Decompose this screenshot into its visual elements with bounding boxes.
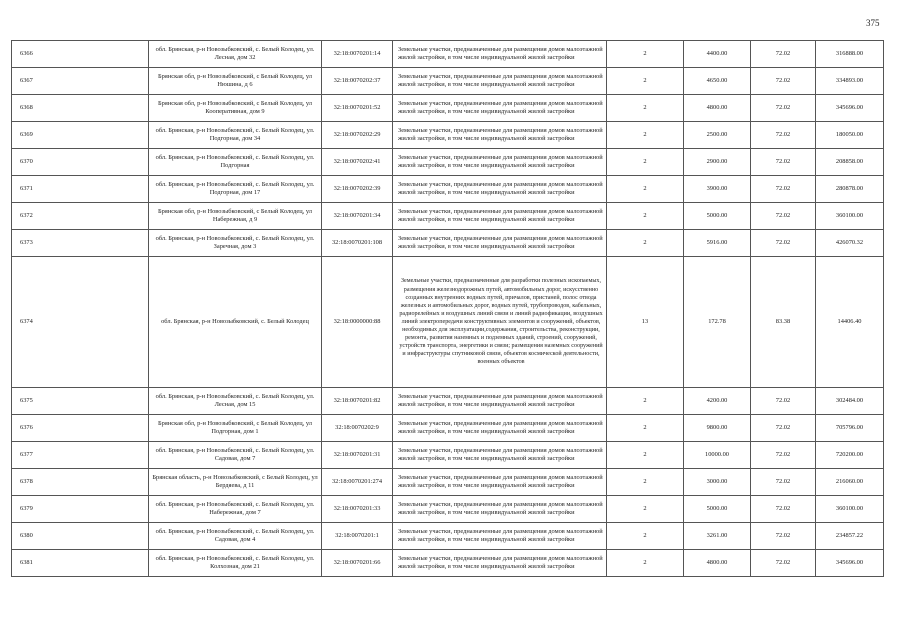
row-number: 6372: [12, 203, 149, 230]
table-row: [12, 469, 884, 496]
land-use-cell: Земельные участки, предназначенные для размещения домов малоэтажной жилой застройки, в том числе индивидуальной жилой застройки: [393, 496, 607, 523]
specific-value-cell: 72.02: [751, 41, 816, 68]
cadastral-value-cell: 14406.40: [816, 257, 884, 388]
specific-value-cell: 72.02: [751, 230, 816, 257]
area-cell: 4650.00: [684, 68, 751, 95]
area-cell: 2900.00: [684, 149, 751, 176]
group-cell: 2: [607, 176, 684, 203]
table-row: [12, 415, 884, 442]
area-cell: 2500.00: [684, 122, 751, 149]
specific-value-cell: 72.02: [751, 149, 816, 176]
cadastral-value-cell: 345696.00: [816, 550, 884, 577]
cadastral-value-cell: 360100.00: [816, 203, 884, 230]
cadastral-number-cell: 32:18:0070201:82: [322, 388, 393, 415]
area-cell: 4400.00: [684, 41, 751, 68]
cadastral-value-cell: 705796.00: [816, 415, 884, 442]
address-cell: обл. Брянская, р-н Новозыбковский, с. Белый Колодец, ул. Лесная, дом 32: [149, 41, 322, 68]
cadastral-value-cell: 426070.32: [816, 230, 884, 257]
address-cell: Брянская область, р-н Новозыбковский, с Белый Колодец, ул Бердяева, д 11: [149, 469, 322, 496]
cadastral-number-cell: 32:18:0070201:33: [322, 496, 393, 523]
area-cell: 172.78: [684, 257, 751, 388]
cadastral-value-cell: 334893.00: [816, 68, 884, 95]
land-use-cell: Земельные участки, предназначенные для разработки полезных ископаемых, размещения железнодорожных путей, автомобильных дорог, искусственно созданных внутренних водных путей, причалов, пристаней, полос отвода железных и автомобильных дорог, водных путей, трубопроводов, кабельных, радиорелейных и воздушных линий связи и линий радиофикации, воздушных линий электропередачи конструктивных элементов и сооружений, объектов, необходимых для эксплуатации,содержания, строительства, реконструкции, ремонта, развития наземных и подземных зданий, строений, сооружений, устройств транспорта, энергетики и связи; размещения наземных сооружений и инфраструктуры спутниковой связи, объектов космической деятельности, военных объектов: [393, 257, 607, 388]
row-number: 6369: [12, 122, 149, 149]
specific-value-cell: 72.02: [751, 442, 816, 469]
cadastral-value-cell: 360100.00: [816, 496, 884, 523]
address-cell: обл. Брянская, р-н Новозыбковский, с. Белый Колодец: [149, 257, 322, 388]
group-cell: 2: [607, 68, 684, 95]
cadastral-number-cell: 32:18:0070201:274: [322, 469, 393, 496]
area-cell: 10000.00: [684, 442, 751, 469]
table-row: [12, 68, 884, 95]
area-cell: 3261.00: [684, 523, 751, 550]
cadastral-number-cell: 32:18:0000000:88: [322, 257, 393, 388]
row-number: 6377: [12, 442, 149, 469]
row-number: 6367: [12, 68, 149, 95]
specific-value-cell: 72.02: [751, 523, 816, 550]
table-row: [12, 149, 884, 176]
row-number: 6368: [12, 95, 149, 122]
group-cell: 2: [607, 388, 684, 415]
land-use-cell: Земельные участки, предназначенные для размещения домов малоэтажной жилой застройки, в том числе индивидуальной жилой застройки: [393, 203, 607, 230]
table-body: [12, 41, 884, 577]
specific-value-cell: 72.02: [751, 176, 816, 203]
address-cell: обл. Брянская, р-н Новозыбковский, с. Белый Колодец, ул. Лесная, дом 15: [149, 388, 322, 415]
cadastral-value-cell: 280878.00: [816, 176, 884, 203]
row-number: 6373: [12, 230, 149, 257]
specific-value-cell: 72.02: [751, 469, 816, 496]
address-cell: Брянская обл, р-н Новозыбковский, с Белый Колодец, ул Кооперативная, дом 9: [149, 95, 322, 122]
land-use-cell: Земельные участки, предназначенные для размещения домов малоэтажной жилой застройки, в том числе индивидуальной жилой застройки: [393, 41, 607, 68]
table-row: [12, 388, 884, 415]
table-row: [12, 122, 884, 149]
address-cell: обл. Брянская, р-н Новозыбковский, с. Белый Колодец, ул. Колхозная, дом 21: [149, 550, 322, 577]
area-cell: 4800.00: [684, 550, 751, 577]
address-cell: Брянская обл, р-н Новозыбковский, с Белый Колодец, ул Подгорная, дом 1: [149, 415, 322, 442]
address-cell: обл. Брянская, р-н Новозыбковский, с. Белый Колодец, ул. Подгорная, дом 17: [149, 176, 322, 203]
table-row: [12, 203, 884, 230]
cadastral-value-cell: 180050.00: [816, 122, 884, 149]
row-number: 6371: [12, 176, 149, 203]
land-use-cell: Земельные участки, предназначенные для размещения домов малоэтажной жилой застройки, в том числе индивидуальной жилой застройки: [393, 442, 607, 469]
row-number: 6381: [12, 550, 149, 577]
cadastral-number-cell: 32:18:0070201:52: [322, 95, 393, 122]
cadastral-value-cell: 345696.00: [816, 95, 884, 122]
row-number: 6366: [12, 41, 149, 68]
cadastral-number-cell: 32:18:0070202:41: [322, 149, 393, 176]
group-cell: 2: [607, 230, 684, 257]
address-cell: обл. Брянская, р-н Новозыбковский, с. Белый Колодец, ул. Подгорная, дом 34: [149, 122, 322, 149]
group-cell: 2: [607, 523, 684, 550]
cadastral-number-cell: 32:18:0070201:31: [322, 442, 393, 469]
address-cell: Брянская обл, р-н Новозыбковский, с Белый Колодец, ул Нюшина, д 6: [149, 68, 322, 95]
area-cell: 5916.00: [684, 230, 751, 257]
table-row: [12, 496, 884, 523]
area-cell: 4200.00: [684, 388, 751, 415]
cadastral-value-cell: 302484.00: [816, 388, 884, 415]
cadastral-value-cell: 316888.00: [816, 41, 884, 68]
group-cell: 2: [607, 442, 684, 469]
address-cell: обл. Брянская, р-н Новозыбковский, с. Белый Колодец, ул. Подгорная: [149, 149, 322, 176]
specific-value-cell: 72.02: [751, 95, 816, 122]
cadastral-number-cell: 32:18:0070201:34: [322, 203, 393, 230]
group-cell: 2: [607, 203, 684, 230]
group-cell: 2: [607, 415, 684, 442]
area-cell: 5000.00: [684, 203, 751, 230]
specific-value-cell: 72.02: [751, 388, 816, 415]
cadastral-number-cell: 32:18:0070201:108: [322, 230, 393, 257]
area-cell: 5000.00: [684, 496, 751, 523]
row-number: 6375: [12, 388, 149, 415]
row-number: 6376: [12, 415, 149, 442]
land-use-cell: Земельные участки, предназначенные для размещения домов малоэтажной жилой застройки, в том числе индивидуальной жилой застройки: [393, 68, 607, 95]
group-cell: 2: [607, 496, 684, 523]
table-row: [12, 442, 884, 469]
cadastral-number-cell: 32:18:0070202:29: [322, 122, 393, 149]
cadastral-value-cell: 216060.00: [816, 469, 884, 496]
table-row: [12, 550, 884, 577]
specific-value-cell: 72.02: [751, 122, 816, 149]
area-cell: 3000.00: [684, 469, 751, 496]
address-cell: обл. Брянская, р-н Новозыбковский, с. Белый Колодец, ул. Заречная, дом 3: [149, 230, 322, 257]
land-use-cell: Земельные участки, предназначенные для размещения домов малоэтажной жилой застройки, в том числе индивидуальной жилой застройки: [393, 122, 607, 149]
table-row: [12, 95, 884, 122]
row-number: 6374: [12, 257, 149, 388]
page-number: 375: [866, 18, 880, 28]
specific-value-cell: 72.02: [751, 496, 816, 523]
specific-value-cell: 72.02: [751, 68, 816, 95]
cadastral-number-cell: 32:18:0070201:66: [322, 550, 393, 577]
specific-value-cell: 83.38: [751, 257, 816, 388]
table-row: [12, 230, 884, 257]
specific-value-cell: 72.02: [751, 415, 816, 442]
cadastral-number-cell: 32:18:0070202:39: [322, 176, 393, 203]
cadastral-number-cell: 32:18:0070202:9: [322, 415, 393, 442]
group-cell: 2: [607, 122, 684, 149]
address-cell: обл. Брянская, р-н Новозыбковский, с. Белый Колодец, ул. Садовая, дом 4: [149, 523, 322, 550]
area-cell: 9800.00: [684, 415, 751, 442]
row-number: 6380: [12, 523, 149, 550]
area-cell: 3900.00: [684, 176, 751, 203]
group-cell: 2: [607, 95, 684, 122]
table-row: [12, 176, 884, 203]
group-cell: 2: [607, 550, 684, 577]
land-use-cell: Земельные участки, предназначенные для размещения домов малоэтажной жилой застройки, в том числе индивидуальной жилой застройки: [393, 230, 607, 257]
area-cell: 4800.00: [684, 95, 751, 122]
specific-value-cell: 72.02: [751, 203, 816, 230]
land-use-cell: Земельные участки, предназначенные для размещения домов малоэтажной жилой застройки, в том числе индивидуальной жилой застройки: [393, 95, 607, 122]
cadastral-value-cell: 720200.00: [816, 442, 884, 469]
row-number: 6370: [12, 149, 149, 176]
cadastral-number-cell: 32:18:0070201:14: [322, 41, 393, 68]
land-use-cell: Земельные участки, предназначенные для размещения домов малоэтажной жилой застройки, в том числе индивидуальной жилой застройки: [393, 469, 607, 496]
land-use-cell: Земельные участки, предназначенные для размещения домов малоэтажной жилой застройки, в том числе индивидуальной жилой застройки: [393, 149, 607, 176]
land-use-cell: Земельные участки, предназначенные для размещения домов малоэтажной жилой застройки, в том числе индивидуальной жилой застройки: [393, 176, 607, 203]
land-use-cell: Земельные участки, предназначенные для размещения домов малоэтажной жилой застройки, в том числе индивидуальной жилой застройки: [393, 550, 607, 577]
cadastral-value-table: [11, 40, 884, 577]
table-row: [12, 41, 884, 68]
land-use-cell: Земельные участки, предназначенные для размещения домов малоэтажной жилой застройки, в том числе индивидуальной жилой застройки: [393, 415, 607, 442]
land-use-cell: Земельные участки, предназначенные для размещения домов малоэтажной жилой застройки, в том числе индивидуальной жилой застройки: [393, 388, 607, 415]
table-row: [12, 257, 884, 388]
group-cell: 13: [607, 257, 684, 388]
cadastral-value-cell: 208858.00: [816, 149, 884, 176]
cadastral-number-cell: 32:18:0070202:37: [322, 68, 393, 95]
group-cell: 2: [607, 469, 684, 496]
cadastral-number-cell: 32:18:0070201:1: [322, 523, 393, 550]
specific-value-cell: 72.02: [751, 550, 816, 577]
land-use-cell: Земельные участки, предназначенные для размещения домов малоэтажной жилой застройки, в том числе индивидуальной жилой застройки: [393, 523, 607, 550]
table-row: [12, 523, 884, 550]
cadastral-value-cell: 234857.22: [816, 523, 884, 550]
row-number: 6379: [12, 496, 149, 523]
group-cell: 2: [607, 41, 684, 68]
address-cell: обл. Брянская, р-н Новозыбковский, с. Белый Колодец, ул. Садовая, дом 7: [149, 442, 322, 469]
group-cell: 2: [607, 149, 684, 176]
address-cell: обл. Брянская, р-н Новозыбковский, с. Белый Колодец, ул. Набережная, дом 7: [149, 496, 322, 523]
address-cell: Брянская обл, р-н Новозыбковский, с Белый Колодец, ул Набережная, д 9: [149, 203, 322, 230]
row-number: 6378: [12, 469, 149, 496]
